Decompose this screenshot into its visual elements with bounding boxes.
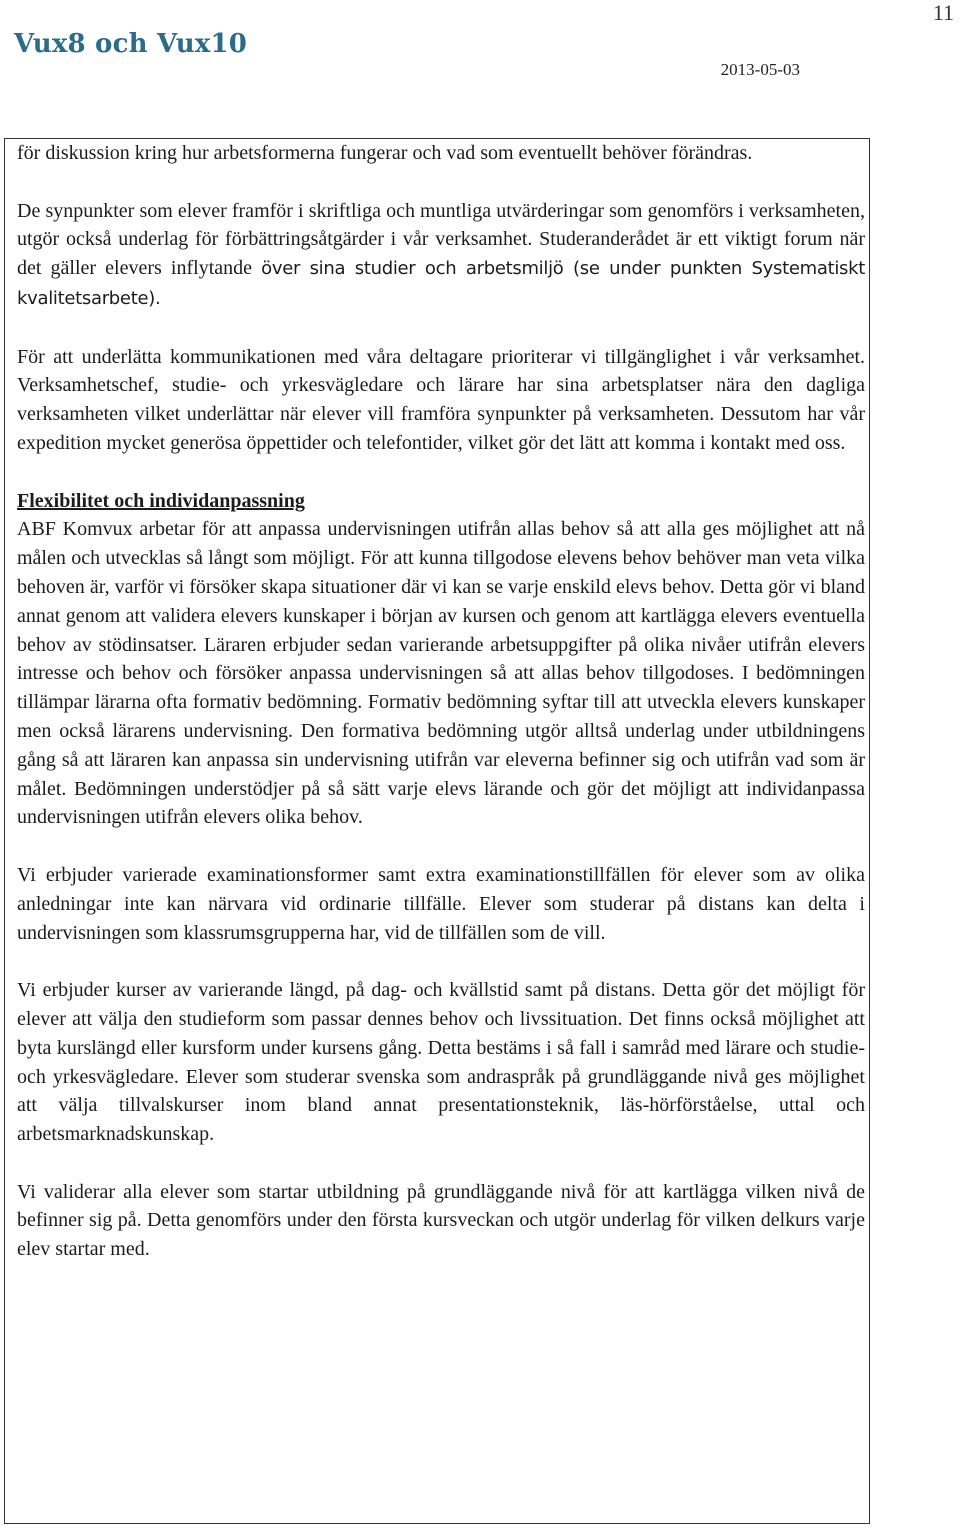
paragraph: Vi validerar alla elever som startar utbildning på grundläggande nivå för att kartlägga vilken nivå de befinner sig på. Detta genomförs under den första kursveckan och utgör underlag för vilken delkurs varje elev startar med. xyxy=(17,1180,865,1261)
page-number: 11 xyxy=(932,0,954,25)
paragraph-part: över sina studier och arbetsmiljö (se under punkten Systematiskt kvalitetsarbete). xyxy=(17,258,865,309)
paragraph: För att underlätta kommunikationen med våra deltagare prioriterar vi tillgänglighet i vår verksamhet. Verksamhetschef, studie- och yrkesvägledare och lärare har sina arbetsplatser nära den dagliga verksamheten vilket underlättar när elever vill framföra synpunkter på verksamheten. Dessutom har vår expedition mycket generösa öppettider och telefontider, vilket gör det lätt att komma i kontakt med oss. xyxy=(17,345,865,454)
paragraph: för diskussion kring hur arbetsformerna fungerar och vad som eventuellt behöver förändras. xyxy=(17,142,753,164)
document-title: Vux8 och Vux10 xyxy=(14,29,248,59)
content-frame xyxy=(4,138,870,1524)
paragraph-part: De synpunkter som elever framför i skriftliga och muntliga utvärderingar som genomförs i verksamheten, utgör också underlag för förbättringsåtgärder i vår verksamhet. Studeranderådet är ett viktigt forum när det gäller elevers inflytande xyxy=(17,199,865,280)
paragraph: Vi erbjuder kurser av varierande längd, på dag- och kvällstid samt på distans. Detta gör det möjligt för elever att välja den studieform som passar dennes behov och livssituation. Det finns också möjlighet att byta kurslängd eller kursform under kursens gång. Detta bestäms i så fall i samråd med lärare och studie- och yrkesvägledare. Elever som studerar svenska som andraspråk på grundläggande nivå ges möjlighet att välja tillvalskurser inom bland annat presentationsteknik, läs-hörförståelse, uttal och arbetsmarknadskunskap. xyxy=(17,979,865,1146)
document-date: 2013-05-03 xyxy=(720,60,800,79)
document-body xyxy=(17,139,865,1264)
section-heading: Flexibilitet och individanpassning xyxy=(17,489,305,512)
document-header xyxy=(14,28,860,88)
paragraph xyxy=(17,197,865,314)
paragraph: ABF Komvux arbetar för att anpassa undervisningen utifrån allas behov så att alla ges möjlighet att nå målen och utvecklas så långt som möjligt. För att kunna tillgodose elevens behov behöver man veta vilka behoven är, varför vi försöker skapa situationer där vi kan se varje enskild elevs behov. Detta gör vi bland annat genom att validera elevers kunskaper i början av kursen och genom att kartlägga elevers eventuella behov av stödinsatser. Läraren erbjuder sedan varierande arbetsuppgifter på olika nivåer utifrån elevers intresse och behov och försöker anpassa undervisningen så att allas behov tillgodoses. I bedömningen tillämpar lärarna ofta formativ bedömning. Formativ bedömning syftar till att utveckla elevers kunskaper men också lärarens undervisning. Den formativa bedömning utgör alltså underlag under utbildningens gång så att läraren kan anpassa sin undervisning utifrån var eleverna befinner sig och utifrån vad som är målet. Bedömningen understödjer på så sätt varje elevs lärande och gör det möjligt att individanpassa undervisningen utifrån elevers olika behov. xyxy=(17,518,865,829)
paragraph: Vi erbjuder varierade examinationsformer samt extra examinationstillfällen för elever som av olika anledningar inte kan närvara vid ordinarie tillfälle. Elever som studerar på distans kan delta i undervisningen som klassrumsgrupperna har, vid de tillfällen som de vill. xyxy=(17,863,865,944)
